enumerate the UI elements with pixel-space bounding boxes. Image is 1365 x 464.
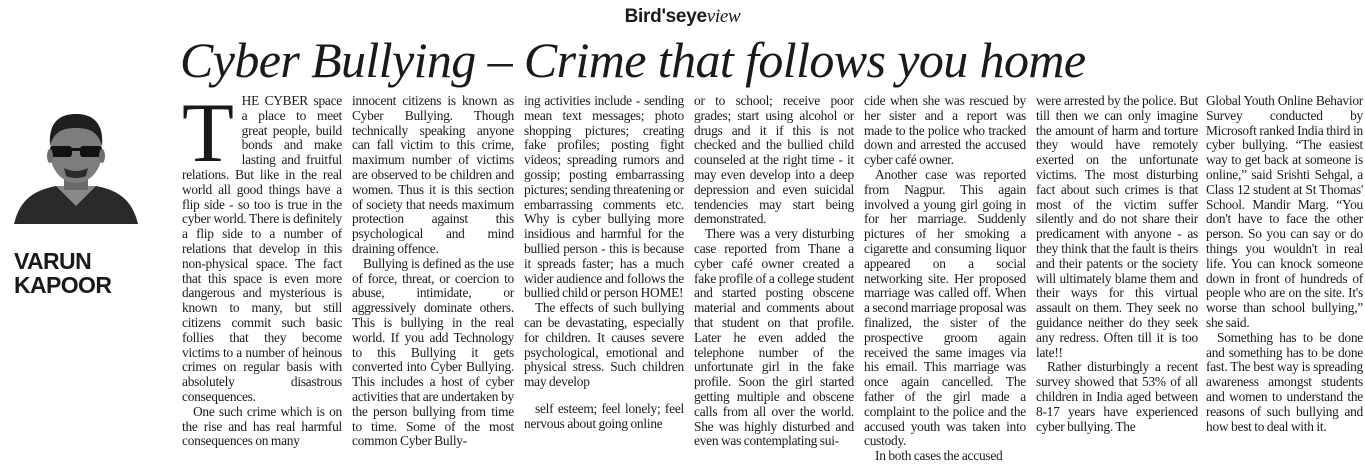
article-column-3 (524, 94, 684, 444)
paragraph (182, 86, 342, 405)
drop-cap: T (182, 86, 234, 180)
paragraph: were arrested by the police. But till then we can only imagine the amount of harm and torture they would have remotely exerted on the unfortunate victims. The most disturbing fact about such crimes is that most of the victim suffer silently and do not share their predicament with anyone - as they think that the fault is theirs and their patents or the society will ultimately blame them and their ways for this virtual assault on them. They seek no guidance neither do they seek any redress. Often till it is too late!! (1036, 93, 1198, 360)
author-byline (14, 249, 111, 297)
article-column-6 (1036, 94, 1198, 444)
author-portrait (12, 100, 140, 224)
paragraph: self esteem; feel lonely; feel nervous about going online (524, 400, 684, 431)
paragraph: There was a very disturbing case reported from Thane a cyber café owner created a fake profile of a college student and started posting obscene material and comments about that student on that profile. Later he even added the telephone number of the unfortunate girl in the fake profile. Soon the girl started getting multiple and obscene calls from all over the world. She was highly disturbed and even was contemplating sui- (694, 226, 854, 449)
paragraph: Bullying is defined as the use of force, threat, or coercion to abuse, intimidate, or aggressively dominate others. This is bullying in the real world. If you add Technology to this Bullying it gets converted into Cyber Bullying. This includes a host of cyber activities that are undertaken by the person bullying from time to time. Some of the most common Cyber Bully- (352, 255, 514, 449)
paragraph: Something has to be done and something has to be done fast. The best way is spreading awareness amongst students and women to understand the reasons of such bullying and how best to deal with it. (1206, 329, 1363, 434)
article-headline: Cyber Bullying – Crime that follows you home (180, 32, 1086, 88)
paragraph: Another case was reported from Nagpur. This again involved a young girl going in for her marriage. Suddenly pictures of her smoking a cigarette and consuming liquor appeared on a social networking site. Her proposed marriage was called off. When a second marriage proposal was finalized, the sister of the prospective groom again received the same images via his email. This marriage was once again cancelled. The father of the girl made a complaint to the police and the accused youth was taken into custody. (864, 166, 1026, 449)
paragraph: In both cases the accused (875, 448, 1003, 464)
article-column-5 (864, 93, 1026, 464)
kicker-strong: Bird'seye (624, 6, 707, 27)
paragraph: One such crime which is on the rise and has real harmful consequences on many (182, 403, 342, 449)
paragraph-text: HE CYBER space a place to meet great people, build bonds and make lasting and fruitful relations. But like in the real world all good things have a flip side - so too is true in the cyber world. There is definitely a flip side to a number of relations that develop in this non-physical space. The fact that this space is even more dangerous and mysterious is known to many, but still citizens commit such basic follies that they become victims to a number of heinous crimes on regular basis with absolutely disastrous consequences. (182, 93, 342, 404)
paragraph: The effects of such bullying can be devastating, especially for children. It causes severe psychological, emotional and physical stress. Such children may develop (524, 300, 684, 390)
paragraph: cide when she was rescued by her sister and a report was made to the police who tracked down and arrested the accused cyber café owner. (864, 93, 1026, 168)
paragraph: Rather disturbingly a recent survey showed that 53% of all children in India aged between 8-17 years have experienced cyber bullying. The (1036, 359, 1198, 434)
column-kicker (0, 6, 1365, 28)
author-first-name: VARUN (14, 248, 92, 274)
paragraph: or to school; receive poor grades; start using alcohol or drugs and it if this is not checked and the bullied child counseled at the right time - it may even develop into a deep depression and even suicidal tendencies may start being demonstrated. (694, 93, 854, 227)
article-column-4 (694, 93, 854, 449)
kicker-light: view (706, 6, 741, 27)
article-column-1 (182, 86, 342, 449)
paragraph: innocent citizens is known as Cyber Bullying. Though technically speaking anyone can fall victim to this crime, maximum number of victims are observed to be children and women. Thus it is this section of society that needs maximum protection against this psychological and mind draining offence. (352, 93, 514, 256)
paragraph: Global Youth Online Behavior Survey conducted by Microsoft ranked India third in cyber bullying. “The easiest way to get back at someone is online,” said Srishti Sehgal, a Class 12 student at St Thomas' School. Mandir Marg. “You don't have to face the other person. So you can say or do things you wouldn't in real life. You can knock someone down in front of hundreds of people who are on the site. It's worse than school bullying,” she said. (1206, 93, 1363, 330)
paragraph: ing activities include - sending mean text messages; photo shopping pictures; creating fake profiles; posting fight videos; spreading rumors and gossip; posting embarrassing pictures; sending threatening or embarrassing comments etc. Why is cyber bullying more insidious and harmful for the bullied person - this is because it spreads faster; has a much wider audience and follows the bullied child or person HOME! (524, 93, 684, 301)
article-column-2 (352, 93, 514, 449)
author-last-name: KAPOOR (14, 272, 112, 298)
article-column-7 (1206, 94, 1363, 444)
